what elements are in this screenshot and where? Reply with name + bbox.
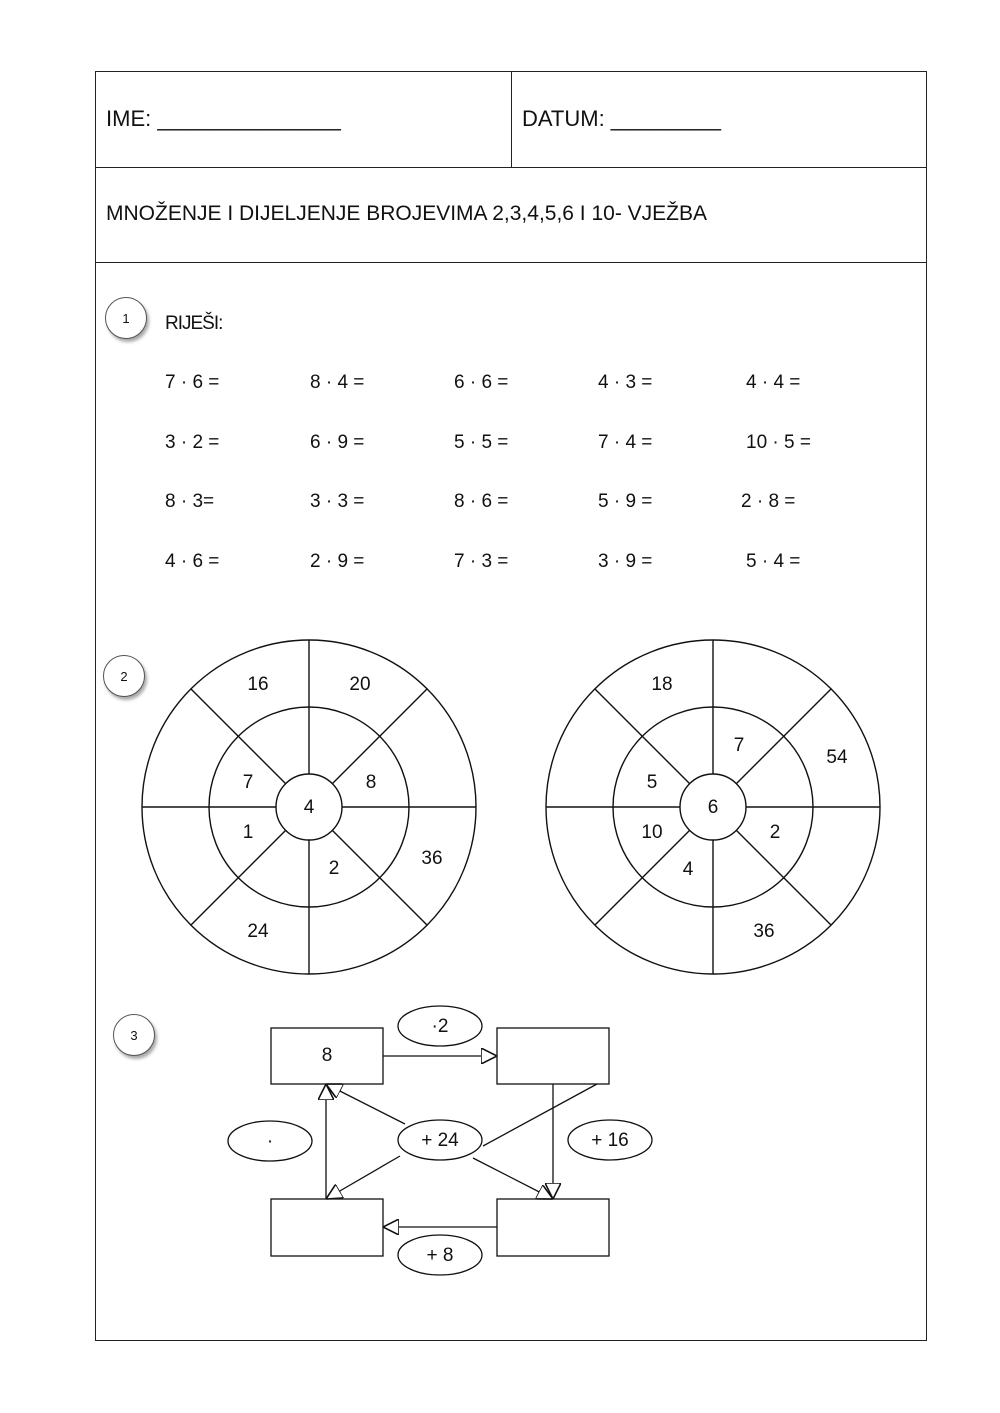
start-value: 8 xyxy=(321,1045,333,1066)
operation-right: + 16 xyxy=(591,1130,629,1151)
operation-center: + 24 xyxy=(421,1130,459,1151)
task-2-number: 2 xyxy=(120,668,128,684)
expression[interactable]: 5 · 4 = xyxy=(746,551,801,572)
expression[interactable]: 4 · 6 = xyxy=(165,551,220,572)
expression[interactable]: 7 · 4 = xyxy=(598,432,653,453)
task-1-number: 1 xyxy=(122,310,130,326)
wheel-left-outer-value: 20 xyxy=(349,674,371,695)
wheel-left-outer-value: 36 xyxy=(421,848,443,869)
wheel-left-outer-value: 24 xyxy=(247,921,269,942)
wheel-left-inner-value: 8 xyxy=(365,772,377,793)
answer-box-bottom-right[interactable] xyxy=(497,1199,609,1256)
task-3-number: 3 xyxy=(130,1027,138,1043)
wheel-right-outer-value: 36 xyxy=(753,921,775,942)
expression[interactable]: 4 · 3 = xyxy=(598,372,653,393)
operation-top: ·2 xyxy=(431,1016,449,1037)
expression[interactable]: 8 · 6 = xyxy=(454,491,509,512)
operation-bottom: + 8 xyxy=(426,1245,454,1266)
arrow-diagonal xyxy=(326,1084,405,1124)
worksheet-title: MNOŽENJE I DIJELJENJE BROJEVIMA 2,3,4,5,6 I 10- VJEŽBA xyxy=(106,202,708,225)
task-1-instruction: RIJEŠI: xyxy=(165,313,223,334)
arrow-diagonal xyxy=(473,1158,553,1199)
wheel-left-inner-value: 7 xyxy=(242,772,254,793)
wheel-right-inner-value: 7 xyxy=(733,735,745,756)
operation-left: · xyxy=(266,1131,274,1152)
expression[interactable]: 8 · 4 = xyxy=(310,372,365,393)
wheel-left-center: 4 xyxy=(303,797,315,818)
wheel-left-outer-value: 16 xyxy=(247,674,269,695)
expression[interactable]: 6 · 9 = xyxy=(310,432,365,453)
expression[interactable]: 10 · 5 = xyxy=(746,432,811,453)
expression[interactable]: 7 · 6 = xyxy=(165,372,220,393)
wheel-left-inner-value: 1 xyxy=(242,822,254,843)
answer-box-bottom-left[interactable] xyxy=(271,1199,383,1256)
expression[interactable]: 3 · 3 = xyxy=(310,491,365,512)
wheel-right-inner-value: 2 xyxy=(769,822,781,843)
wheel-right-inner-value: 5 xyxy=(646,772,658,793)
date-field-label[interactable]: DATUM: _________ xyxy=(522,106,721,131)
wheel-left-inner-value: 2 xyxy=(328,858,340,879)
wheel-right-inner-value: 4 xyxy=(682,859,694,880)
arrow-diagonal xyxy=(326,1156,400,1199)
expression[interactable]: 6 · 6 = xyxy=(454,372,509,393)
wheel-right-center: 6 xyxy=(707,797,719,818)
expression[interactable]: 5 · 9 = xyxy=(598,491,653,512)
expression[interactable]: 7 · 3 = xyxy=(454,551,509,572)
expression[interactable]: 2 · 9 = xyxy=(310,551,365,572)
wheel-right-outer-value: 54 xyxy=(826,747,848,768)
wheel-right-inner-value: 10 xyxy=(641,822,663,843)
expression[interactable]: 3 · 2 = xyxy=(165,432,220,453)
wheel-right-outer-value: 18 xyxy=(651,674,673,695)
name-field-label[interactable]: IME: _______________ xyxy=(106,106,341,131)
expression[interactable]: 4 · 4 = xyxy=(746,372,801,393)
expression[interactable]: 2 · 8 = xyxy=(741,491,796,512)
expression[interactable]: 8 · 3= xyxy=(165,491,215,512)
answer-box-top-right[interactable] xyxy=(497,1028,609,1084)
expression[interactable]: 3 · 9 = xyxy=(598,551,653,572)
expression[interactable]: 5 · 5 = xyxy=(454,432,509,453)
